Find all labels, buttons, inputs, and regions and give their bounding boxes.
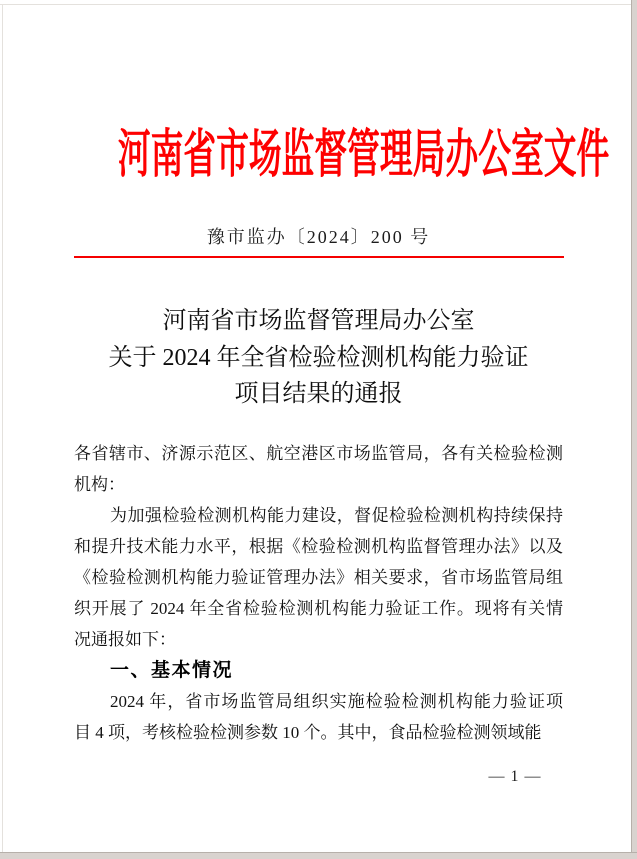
title-line: 关于 2024 年全省检验检测机构能力验证 <box>108 344 529 371</box>
scan-edge-left <box>2 4 3 852</box>
title-line: 河南省市场监督管理局办公室 <box>162 308 475 334</box>
page-number: — 1 — <box>488 768 542 785</box>
body-line: 目 4 项，考核检验检测参数 10 个。其中，食品检验检测领域能 <box>74 723 542 742</box>
body-line: 《检验检测机构能力验证管理办法》相关要求，省市场监管局组 <box>74 568 563 587</box>
body-line: 机构： <box>74 475 125 494</box>
body-line: 2024 年，省市场监管局组织实施检验检测机构能力验证项 <box>110 692 563 711</box>
document-body <box>74 438 563 748</box>
section-heading: 一、基本情况 <box>110 660 234 681</box>
doc-number: 豫市监办〔2024〕200 号 <box>206 227 431 247</box>
title-line: 项目结果的通报 <box>234 381 403 407</box>
scan-edge-top <box>0 4 631 5</box>
body-line: 织开展了 2024 年全省检验检测机构能力验证工作。现将有关情 <box>74 599 563 618</box>
scan-edge-bottom <box>0 852 637 859</box>
red-divider-line <box>74 256 564 258</box>
body-line: 况通报如下： <box>74 630 176 649</box>
document-title <box>0 303 637 413</box>
body-line: 各省辖市、济源示范区、航空港区市场监管局，各有关检验检测 <box>74 444 563 463</box>
body-line: 为加强检验检测机构能力建设，督促检验检测机构持续保持 <box>110 506 563 525</box>
agency-header-title: 河南省市场监督管理局办公室文件 <box>117 127 610 184</box>
body-line: 和提升技术能力水平，根据《检验检测机构监督管理办法》以及 <box>74 537 563 556</box>
scan-edge-right <box>631 0 637 859</box>
